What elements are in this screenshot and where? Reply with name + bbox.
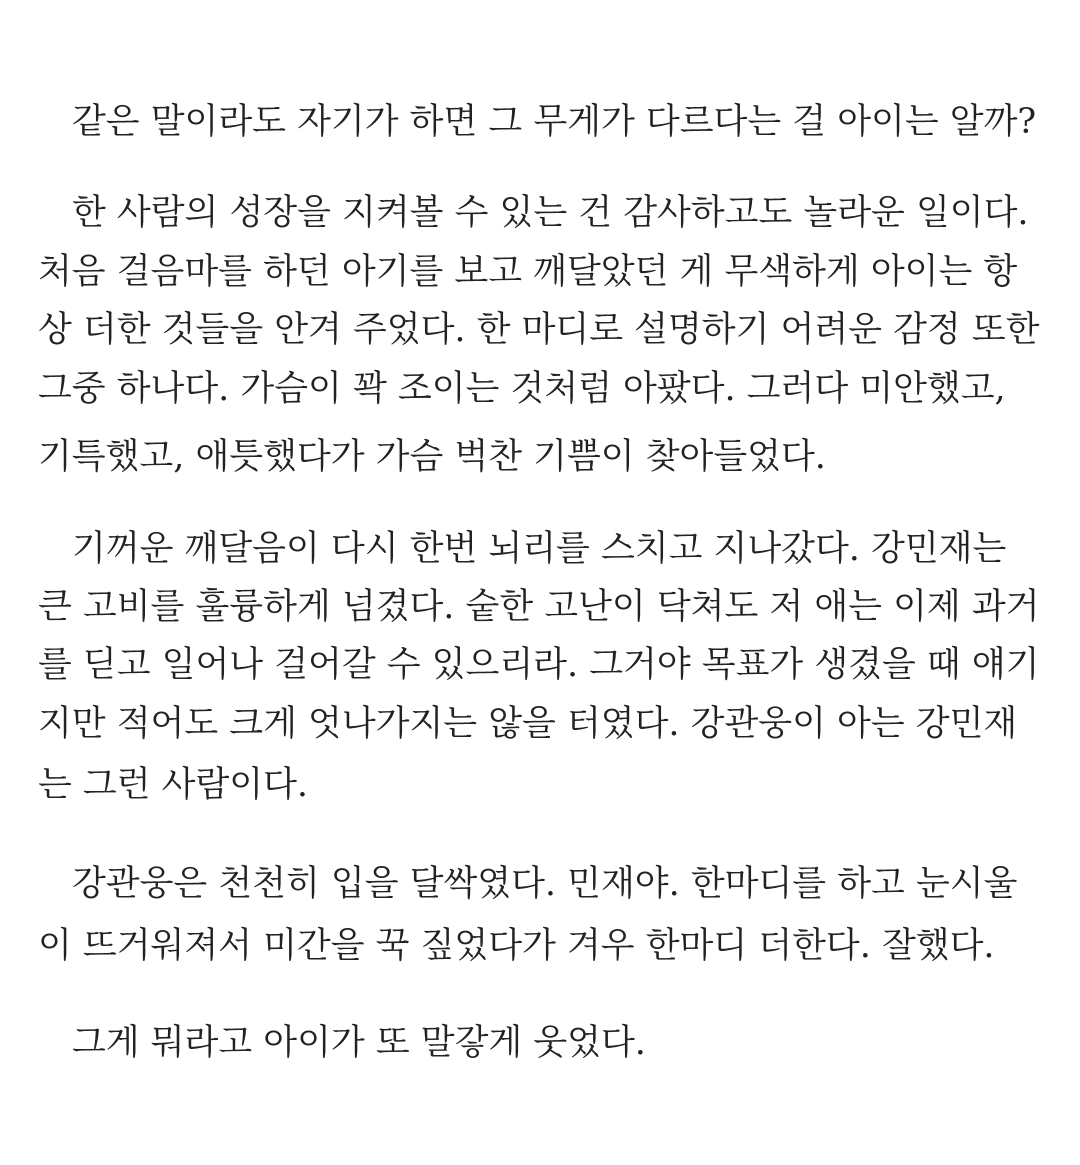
paragraph-3-line-2: 큰 고비를 훌륭하게 넘겼다. 숱한 고난이 닥쳐도 저 애는 이제 과거 (38, 587, 1040, 627)
paragraph-2-line-3: 상 더한 것들을 안겨 주었다. 한 마디로 설명하기 어려운 감정 또한 (38, 310, 1040, 350)
paragraph-4-line-1: 강관웅은 천천히 입을 달싹였다. 민재야. 한마디를 하고 눈시울 (72, 864, 1018, 904)
paragraph-2-line-4: 그중 하나다. 가슴이 꽉 조이는 것처럼 아팠다. 그러다 미안했고, (38, 369, 1006, 409)
paragraph-3-line-4: 지만 적어도 크게 엇나가지는 않을 터였다. 강관웅이 아는 강민재 (38, 704, 1018, 744)
paragraph-2-line-5: 기특했고, 애틋했다가 가슴 벅찬 기쁨이 찾아들었다. (38, 437, 826, 477)
paragraph-3-line-5: 는 그런 사람이다. (38, 765, 309, 805)
paragraph-2-line-2: 처음 걸음마를 하던 아기를 보고 깨달았던 게 무색하게 아이는 항 (38, 252, 1018, 292)
paragraph-1-line-1: 같은 말이라도 자기가 하면 그 무게가 다르다는 걸 아이는 알까? (72, 102, 1037, 142)
paragraph-4-line-2: 이 뜨거워져서 미간을 꾹 짚었다가 겨우 한마디 더한다. 잘했다. (38, 926, 995, 966)
paragraph-2-line-1: 한 사람의 성장을 지켜볼 수 있는 건 감사하고도 놀라운 일이다. (72, 193, 1029, 233)
paragraph-3-line-3: 를 딛고 일어나 걸어갈 수 있으리라. 그거야 목표가 생겼을 때 얘기 (38, 645, 1040, 685)
paragraph-5-line-1: 그게 뭐라고 아이가 또 말갛게 웃었다. (72, 1023, 646, 1063)
paragraph-3-line-1: 기꺼운 깨달음이 다시 한번 뇌리를 스치고 지나갔다. 강민재는 (72, 529, 1007, 569)
